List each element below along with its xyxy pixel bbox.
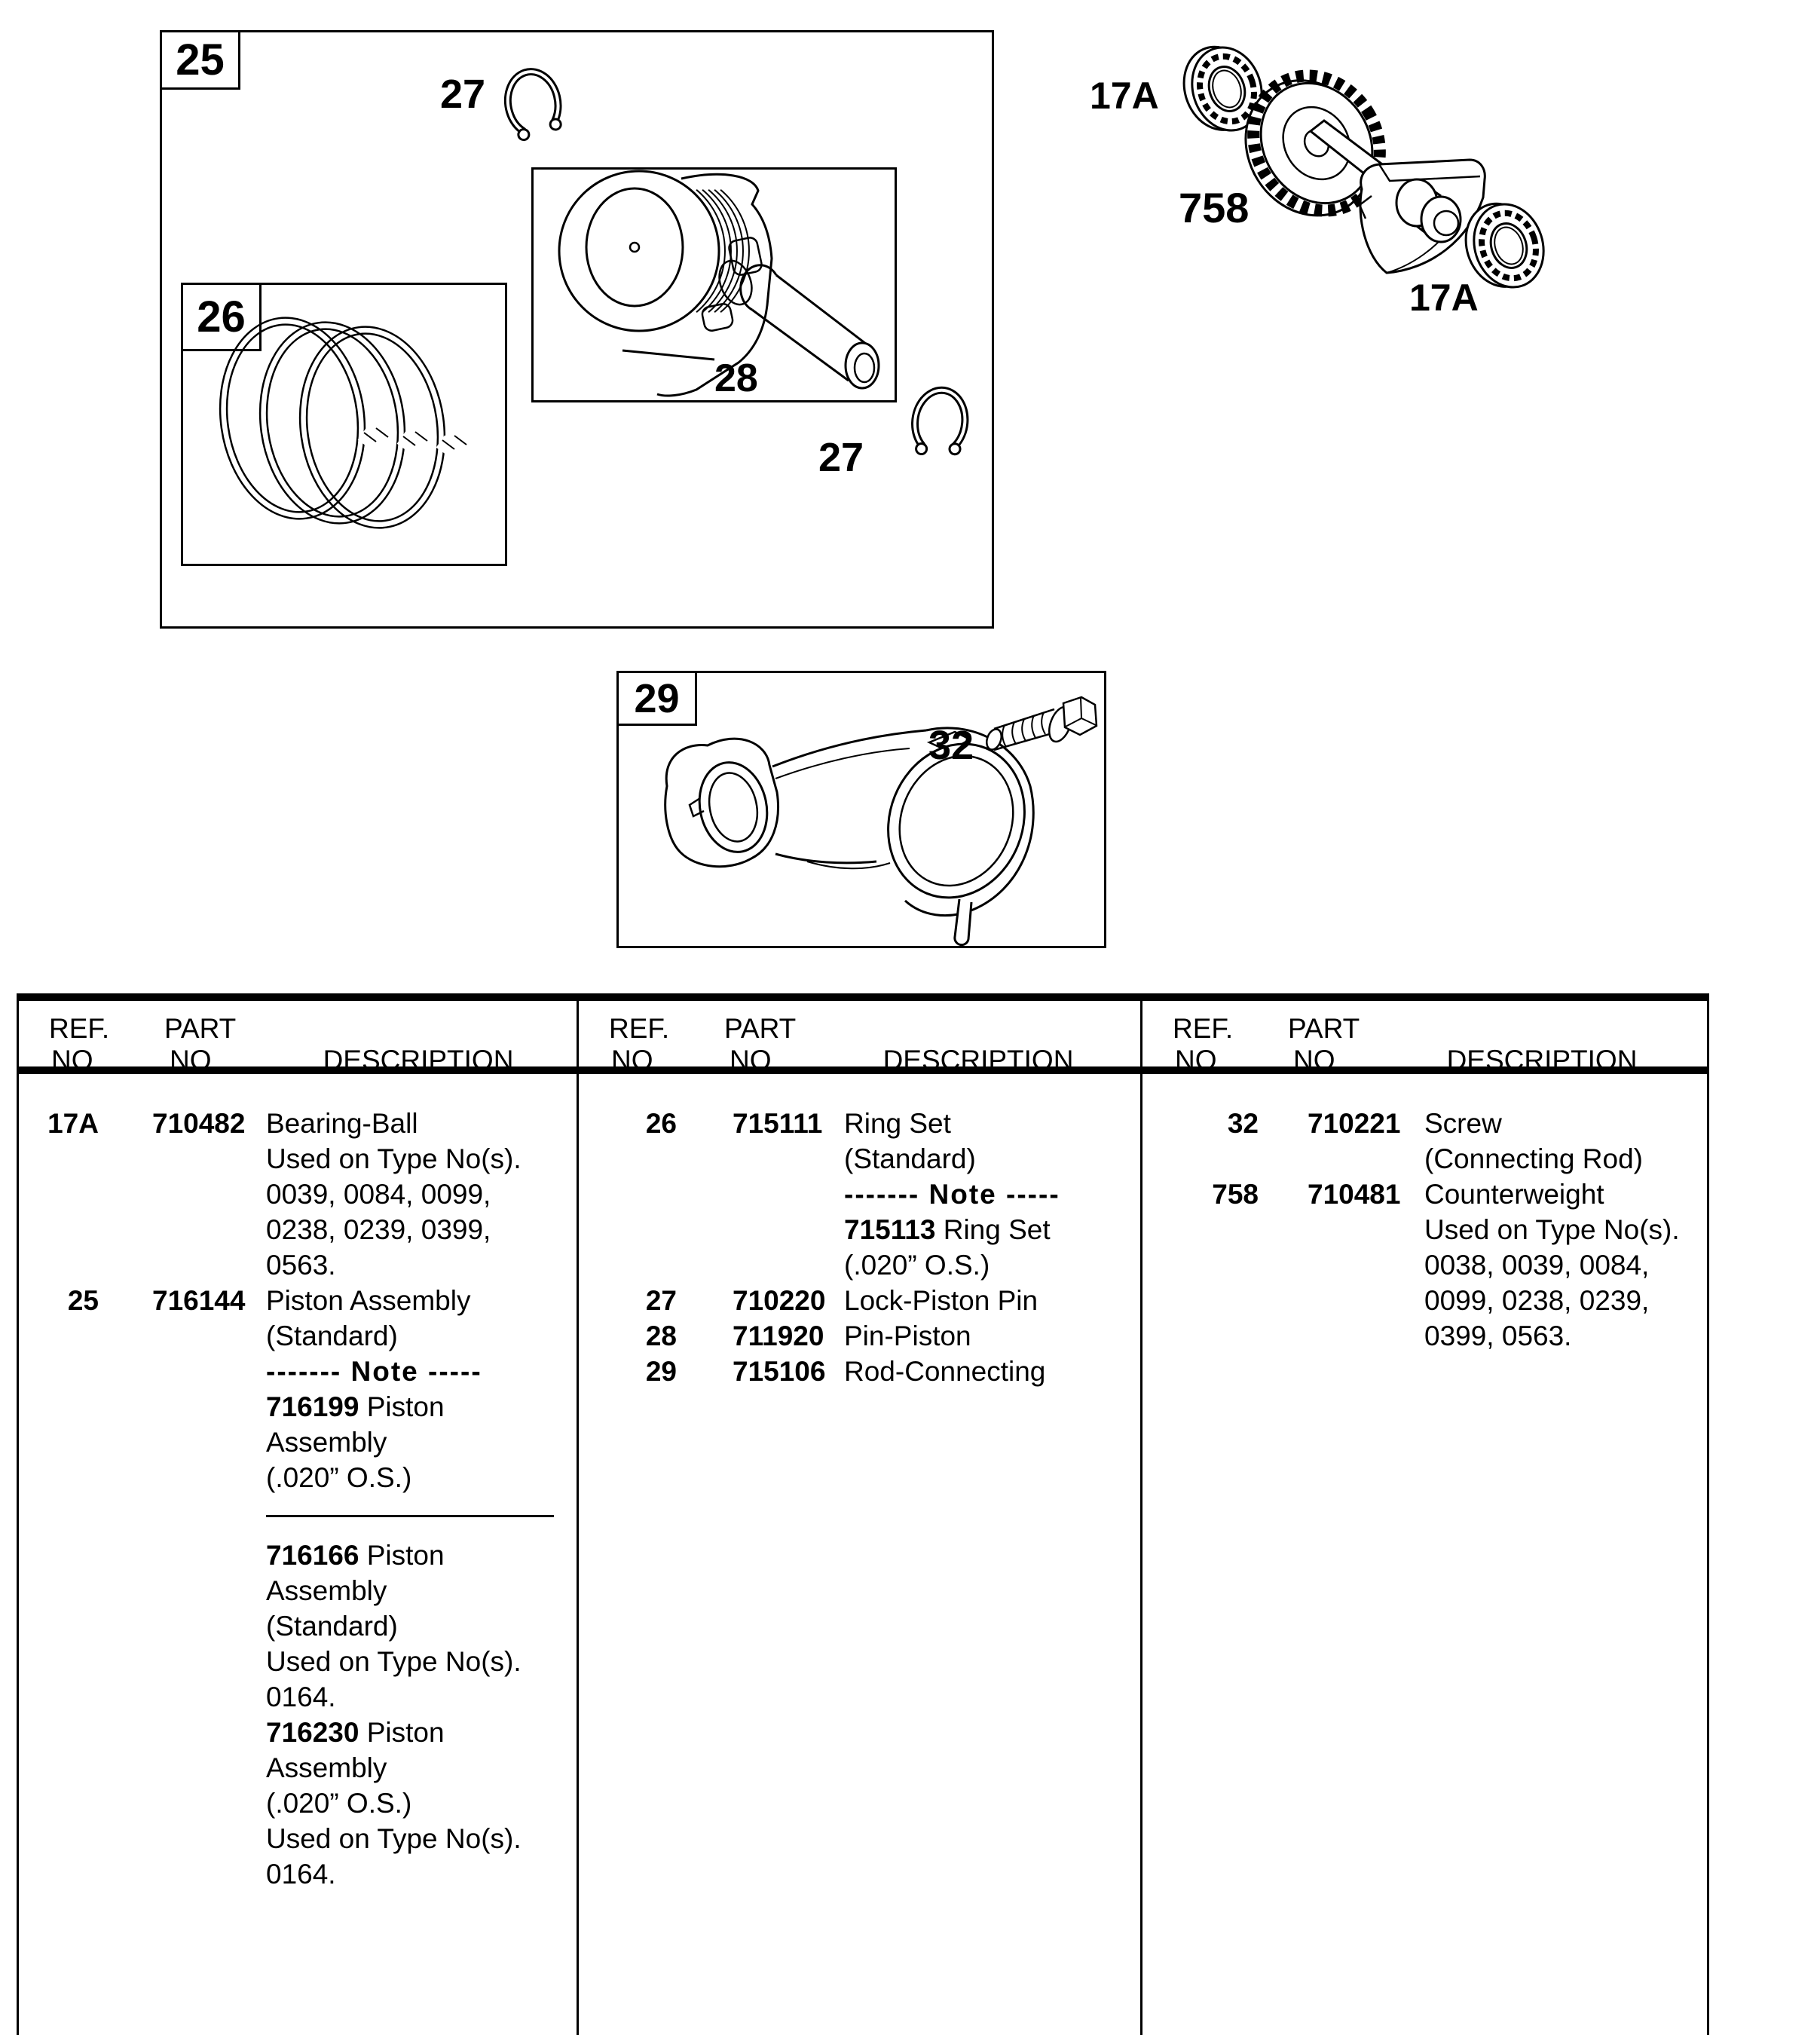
table-row [579, 1106, 1138, 1141]
part-header: PART [1288, 1013, 1360, 1044]
table-row [19, 1141, 574, 1177]
table-row [19, 1424, 574, 1460]
description-header: DESCRIPTION [323, 1045, 514, 1076]
table-row [19, 1856, 574, 1892]
table-row [579, 1141, 1138, 1177]
part-no-header: NO. [1293, 1045, 1343, 1076]
description-cell: (Standard) [844, 1143, 976, 1174]
description-cell: (.020” O.S.) [266, 1788, 412, 1819]
table-row [579, 1247, 1138, 1283]
table-row [1142, 1247, 1705, 1283]
ref-no-cell: 27 [645, 1285, 677, 1316]
description-divider [19, 1495, 574, 1538]
table-row [579, 1283, 1138, 1318]
table-row [19, 1106, 574, 1141]
description-cell: 0039, 0084, 0099, [266, 1179, 491, 1210]
description-cell: Piston Assembly [266, 1285, 471, 1316]
part-no-cell: 715111 [733, 1108, 823, 1139]
table-row [19, 1283, 574, 1318]
description-cell: (.020” O.S.) [266, 1462, 412, 1493]
description-cell: 0099, 0238, 0239, [1424, 1285, 1650, 1316]
connecting-rod-box [616, 671, 1106, 948]
retaining-clip-icon [909, 392, 974, 472]
ref-no-header: NO. [611, 1045, 661, 1076]
table-row [19, 1715, 574, 1750]
description-cell: Assembly [266, 1427, 387, 1458]
ref-header: REF. [609, 1013, 670, 1044]
ring-set-box [181, 283, 507, 566]
ref-no-cell: 26 [645, 1108, 677, 1139]
description-cell: 716230 Piston [266, 1717, 445, 1748]
ref-no-cell: 25 [67, 1285, 99, 1316]
description-cell: Assembly [266, 1752, 387, 1783]
description-cell: 0399, 0563. [1424, 1320, 1572, 1351]
piston-rings-drawing [183, 285, 505, 564]
table-row [1142, 1106, 1705, 1141]
callout-27-bottom: 27 [818, 435, 864, 480]
table-row [19, 1538, 574, 1573]
part-no-cell: 716144 [152, 1285, 246, 1316]
description-cell: 716199 Piston [266, 1391, 445, 1422]
table-row [579, 1212, 1138, 1247]
box-25-label [162, 32, 240, 90]
table-row [579, 1177, 1138, 1212]
description-cell: (.020” O.S.) [844, 1250, 990, 1281]
description-cell: Bearing-Ball [266, 1108, 418, 1139]
description-cell: Lock-Piston Pin [844, 1285, 1038, 1316]
ref-no-header: NO. [1175, 1045, 1225, 1076]
callout-17a-bottom: 17A [1409, 277, 1479, 319]
ref-no-cell: 758 [1212, 1179, 1259, 1210]
callout-32: 32 [928, 723, 974, 768]
table-row [19, 1318, 574, 1354]
parts-table [17, 993, 1709, 2035]
description-cell: Used on Type No(s). [266, 1143, 522, 1174]
box-26-label-text: 26 [197, 292, 246, 341]
parts-column-3 [1142, 1106, 1705, 1354]
table-row [19, 1354, 574, 1389]
table-row [19, 1247, 574, 1283]
ref-no-cell: 32 [1227, 1108, 1259, 1139]
description-cell: 0238, 0239, 0399, [266, 1214, 491, 1245]
table-row [1142, 1318, 1705, 1354]
part-header: PART [724, 1013, 797, 1044]
description-cell: (Standard) [266, 1611, 398, 1642]
table-row [19, 1460, 574, 1495]
description-cell: Used on Type No(s). [1424, 1214, 1680, 1245]
box-25-label-text: 25 [176, 35, 225, 84]
callout-17a-top: 17A [1090, 75, 1159, 117]
description-cell: (Standard) [266, 1320, 398, 1351]
table-row [19, 1389, 574, 1424]
table-row [19, 1573, 574, 1608]
table-row [19, 1786, 574, 1821]
callout-28: 28 [714, 357, 758, 400]
description-cell: 0563. [266, 1250, 336, 1281]
description-cell: (Connecting Rod) [1424, 1143, 1643, 1174]
description-cell: 0164. [266, 1859, 336, 1890]
table-row [19, 1608, 574, 1644]
callout-758: 758 [1179, 184, 1250, 231]
description-cell: Rod-Connecting [844, 1356, 1046, 1387]
parts-column-1 [19, 1106, 574, 1892]
part-header: PART [164, 1013, 237, 1044]
description-cell: ------- Note ----- [844, 1179, 1060, 1210]
description-cell: 715113 Ring Set [844, 1214, 1051, 1245]
description-cell: Screw [1424, 1108, 1502, 1139]
part-no-header: NO. [730, 1045, 779, 1076]
description-cell: Used on Type No(s). [266, 1823, 522, 1854]
description-header: DESCRIPTION [882, 1045, 1074, 1076]
retaining-clip-icon [505, 72, 570, 152]
description-cell: 0164. [266, 1682, 336, 1712]
table-row [1142, 1283, 1705, 1318]
ref-header: REF. [1173, 1013, 1234, 1044]
part-no-header: NO. [170, 1045, 219, 1076]
description-cell: Assembly [266, 1575, 387, 1606]
description-cell: Ring Set [844, 1108, 951, 1139]
table-row [19, 1212, 574, 1247]
description-header: DESCRIPTION [1446, 1045, 1638, 1076]
connecting-rod-drawing [619, 673, 1104, 946]
parts-column-2 [579, 1106, 1138, 1389]
part-no-cell: 710481 [1308, 1179, 1401, 1210]
description-cell: 716166 Piston [266, 1540, 445, 1571]
table-top-rule [19, 993, 1707, 1001]
table-row [19, 1750, 574, 1786]
ref-no-cell: 29 [645, 1356, 677, 1387]
ref-no-cell: 17A [47, 1108, 99, 1139]
description-cell: ------- Note ----- [266, 1356, 482, 1387]
box-29-label-text: 29 [634, 675, 680, 721]
table-row [1142, 1212, 1705, 1247]
part-no-cell: 710482 [152, 1108, 246, 1139]
table-row [19, 1679, 574, 1715]
part-no-cell: 710220 [733, 1285, 826, 1316]
description-cell: Counterweight [1424, 1179, 1604, 1210]
description-cell: Used on Type No(s). [266, 1646, 522, 1677]
table-row [1142, 1141, 1705, 1177]
description-cell: 0038, 0039, 0084, [1424, 1250, 1650, 1281]
part-no-cell: 710221 [1308, 1108, 1401, 1139]
table-row [579, 1318, 1138, 1354]
table-row [19, 1644, 574, 1679]
part-no-cell: 711920 [733, 1320, 824, 1351]
ref-no-cell: 28 [645, 1320, 677, 1351]
table-row [19, 1821, 574, 1856]
table-row [1142, 1177, 1705, 1212]
part-no-cell: 715106 [733, 1356, 826, 1387]
ref-header: REF. [49, 1013, 110, 1044]
callout-27-top: 27 [440, 72, 486, 117]
table-row [19, 1177, 574, 1212]
ref-no-header: NO. [51, 1045, 101, 1076]
table-row [579, 1354, 1138, 1389]
description-cell: Pin-Piston [844, 1320, 971, 1351]
